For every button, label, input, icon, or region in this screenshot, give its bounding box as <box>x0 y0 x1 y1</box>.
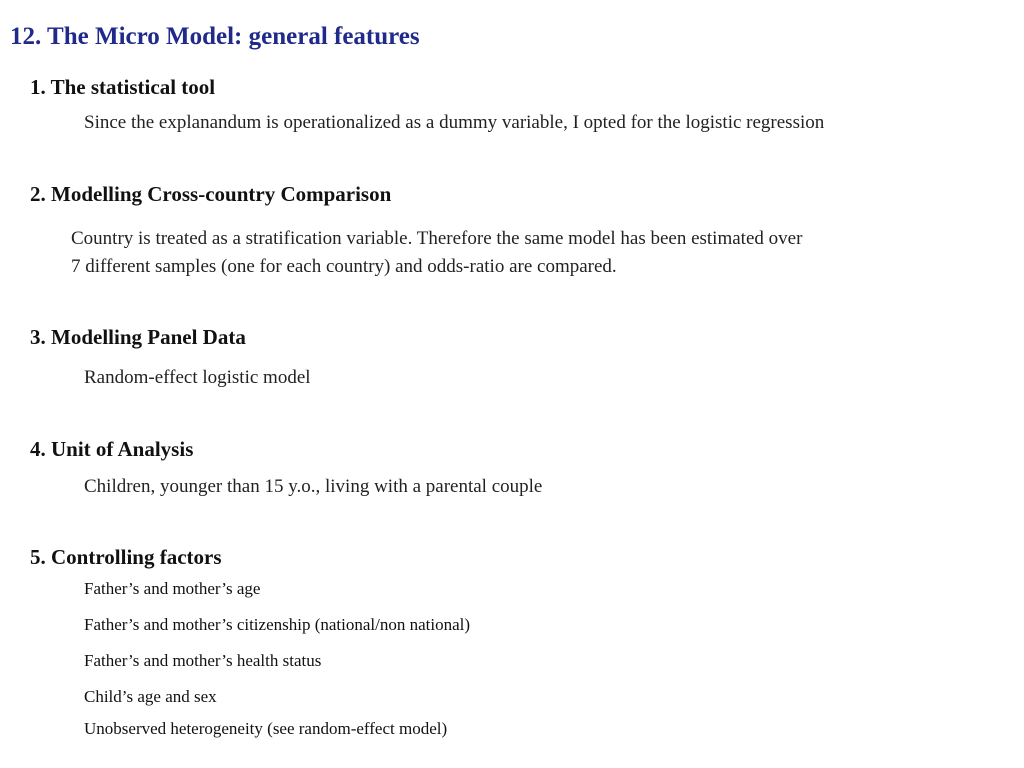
section-heading-statistical-tool: 1. The statistical tool <box>30 75 216 99</box>
section-heading-controlling-factors: 5. Controlling factors <box>30 545 222 569</box>
section-body-unit-of-analysis: Children, younger than 15 y.o., living with a parental couple <box>84 476 543 497</box>
section-body-cross-country-line-2: 7 different samples (one for each country) and odds-ratio are compared. <box>71 256 617 277</box>
section-body-panel-data: Random-effect logistic model <box>84 367 311 388</box>
factor-item: Child’s age and sex <box>84 687 217 706</box>
section-body-statistical-tool: Since the explanandum is operationalized as a dummy variable, I opted for the logistic regression <box>84 112 825 133</box>
factor-item: Father’s and mother’s citizenship (national/non national) <box>84 615 471 634</box>
factor-item: Father’s and mother’s age <box>84 579 261 598</box>
factor-item: Father’s and mother’s health status <box>84 651 322 670</box>
section-heading-panel-data: 3. Modelling Panel Data <box>30 325 246 349</box>
section-body-cross-country-line-1: Country is treated as a stratification variable. Therefore the same model has been estimated over <box>71 228 803 249</box>
section-heading-unit-of-analysis: 4. Unit of Analysis <box>30 437 194 461</box>
section-heading-cross-country: 2. Modelling Cross-country Comparison <box>30 182 392 206</box>
slide-title: 12. The Micro Model: general features <box>10 23 420 50</box>
factor-item: Unobserved heterogeneity (see random-effect model) <box>84 719 448 738</box>
